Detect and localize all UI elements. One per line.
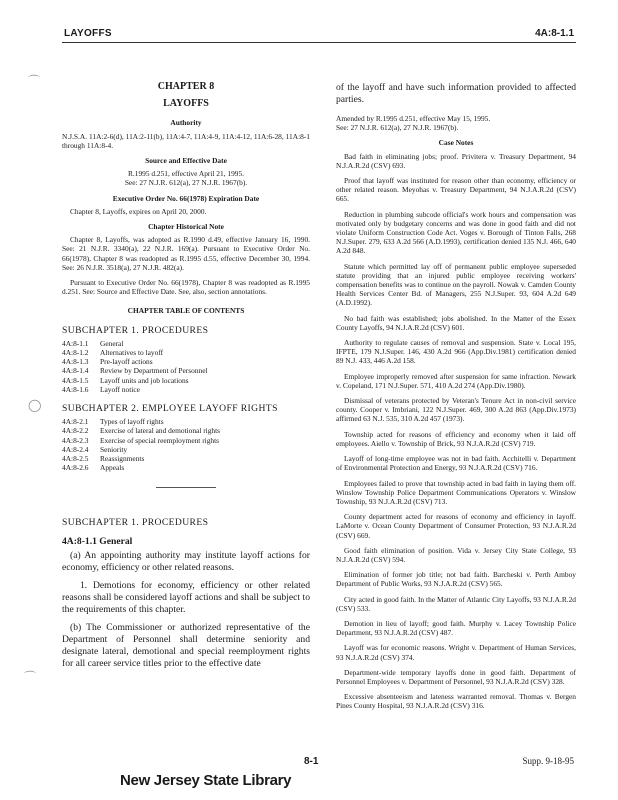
toc-subchapter-1: SUBCHAPTER 1. PROCEDURES [62, 324, 209, 336]
historical-note-2: Pursuant to Executive Order No. 66(1978), Chapter 8 was readopted as R.1995 d.251. See: Source and Effective Date. See, also, section annotations. [62, 278, 310, 297]
amendment-line-1: Amended by R.1995 d.251, effective May 15, 1995. [336, 114, 491, 123]
case-note: Elimination of former job title; not bad faith. Barcheski v. Perth Amboy Department of Public Works, 93 N.J.A.R.2d (CSV) 565. [336, 570, 576, 589]
toc-entry[interactable]: 4A:8-2.6 Appeals [62, 463, 125, 473]
toc-entry[interactable]: 4A:8-1.1 General [62, 338, 124, 348]
case-note: Dismissal of veterans protected by Veteran's Tenure Act in non-civil service county. Cooper v. Imbriani, 122 N.J.Super. 469, 300 A.2d 863 (App.Div.1973) affirmed 63 N.J. 535, 310 A.2d 457 (1973). [336, 396, 576, 424]
case-note: Township acted for reasons of efficiency and economy when it laid off employees. Aiello v. Township of Brick, 93 N.J.A.R.2d (CSV) 719. [336, 429, 576, 448]
amendment-line-2: See: 27 N.J.R. 612(a), 27 N.J.R. 1967(b). [336, 123, 459, 133]
toc-list-1 [62, 339, 310, 394]
paragraph-a: (a) An appointing authority may institute layoff actions for economy, efficiency or other related reasons. [62, 549, 310, 573]
right-column [336, 82, 576, 717]
section-heading: 4A:8-1.1 General [62, 535, 133, 547]
case-note: Department-wide temporary layoffs done in good faith. Department of Personnel Employees v. Department of Personnel, 93 N.J.A.R.2d (CSV) 328. [336, 667, 576, 686]
binding-mark-icon: ⌒ [24, 670, 37, 684]
toc-entry[interactable]: 4A:8-1.6 Layoff notice [62, 384, 140, 394]
case-notes-list [336, 152, 576, 711]
case-note: Layoff was for economic reasons. Wright v. Department of Human Services, 93 N.J.A.R.2d (CSV) 374. [336, 643, 576, 662]
case-note: Employee improperly removed after suspension for same infraction. Newark v. Copeland, 171 N.J.Super. 571, 410 A.2d 274 (App.Div.1980). [336, 371, 576, 390]
running-header-title: LAYOFFS [64, 28, 112, 39]
case-note: Authority to regulate causes of removal and suspension. State v. Local 195, IFPTE, 179 N.J.Super. 146, 430 A.2d 966 (App.Div.1981) certification denied 89 N.J. 433, 446 A.2d 158. [336, 338, 576, 366]
toc-entry[interactable]: 4A:8-2.5 Reassignments [62, 454, 145, 464]
header-rule [62, 42, 576, 43]
case-note: Layoff of long-time employee was not in bad faith. Acchitelli v. Department of Environmental Protection and Energy, 93 N.J.A.R.2d (CSV) 716. [336, 454, 576, 473]
punch-hole-icon: ◯ [28, 398, 42, 412]
toc-entry[interactable]: 4A:8-2.2 Exercise of lateral and demotional rights [62, 426, 221, 436]
historical-note-1: Chapter 8, Layoffs, was adopted as R.1990 d.49, effective January 16, 1990. See: 21 N.J.R. 3340(a), 22 N.J.R. 169(a). Pursuant to Executive Order No. 66(1978), Chapter 8 was readopted as R.1995 d.55, effective December 30, 1994. See: 26 N.J.R. 3518(a), 27 N.J.R. 482(a). [62, 235, 310, 272]
case-note: Demotion in lieu of layoff; good faith. Murphy v. Lacey Township Police Department, 93 N.J.A.R.2d (CSV) 487. [336, 618, 576, 638]
toc-heading: CHAPTER TABLE OF CONTENTS [127, 306, 245, 316]
toc-list-2 [62, 417, 310, 472]
toc-entry[interactable]: 4A:8-1.3 Pre-layoff actions [62, 357, 153, 367]
binding-mark-icon: ⌒ [28, 74, 41, 88]
case-note: Excessive absenteeism and lateness warranted removal. Thomas v. Bergen Pines County Hospital, 93 N.J.A.R.2d (CSV) 316. [336, 692, 576, 711]
body-subchapter-heading: SUBCHAPTER 1. PROCEDURES [62, 516, 209, 528]
toc-entry[interactable]: 4A:8-1.2 Alternatives to layoff [62, 348, 164, 358]
exec-order-text: Chapter 8, Layoffs, expires on April 20, 2000. [70, 206, 207, 216]
case-note: No bad faith was established; jobs abolished. In the Matter of the Essex County Layoffs, 94 N.J.A.R.2d (CSV) 601. [336, 313, 576, 332]
source-line-2: See: 27 N.J.R. 612(a), 27 N.J.R. 1967(b). [124, 178, 248, 188]
paragraph-b-continued: of the layoff and have such information provided to affected parties. [336, 82, 576, 105]
paragraph-a-1: 1. Demotions for economy, efficiency or other related reasons shall be considered layoff actions and shall be subject to the requirements of this chapter. [62, 579, 310, 615]
library-stamp: New Jersey State Library [120, 772, 292, 789]
toc-entry[interactable]: 4A:8-1.5 Layoff units and job locations [62, 375, 189, 385]
toc-entry[interactable]: 4A:8-2.1 Types of layoff rights [62, 417, 164, 427]
toc-subchapter-2: SUBCHAPTER 2. EMPLOYEE LAYOFF RIGHTS [62, 403, 278, 415]
paragraph-b: (b) The Commissioner or authorized representative of the Department of Personnel shall determine seniority and designate lateral, demotional and special reemployment rights for all career service titles prior to the effective date [62, 621, 310, 669]
toc-entry[interactable]: 4A:8-2.4 Seniority [62, 444, 128, 454]
toc-entry[interactable]: 4A:8-1.4 Review by Department of Personnel [62, 366, 208, 376]
page-number: 8-1 [304, 756, 319, 767]
chapter-title: LAYOFFS [163, 98, 209, 110]
case-note: Proof that layoff was instituted for reason other than economy, efficiency or other related reason. Meyohas v. Treasury Department, 94 N.J.A.R.2d (CSV) 665. [336, 176, 576, 204]
toc-entry[interactable]: 4A:8-2.3 Exercise of special reemployment rights [62, 435, 220, 445]
case-note: Bad faith in eliminating jobs; proof. Privitera v. Treasury Department, 94 N.J.A.R.2d (CSV) 693. [336, 151, 576, 170]
authority-text: N.J.S.A. 11A:2-6(d), 11A:2-11(b), 11A:4-7, 11A:4-9, 11A:4-12, 11A:6-28, 11A:8-1 through 11A:8-4. [62, 131, 310, 150]
section-divider [156, 487, 216, 488]
case-note: Reduction in plumbing subcode official's work hours and compensation was motivated only by budgetary concerns and was done in good faith and did not violate Uniform Construction Code Act. Voges v. Borough of Tinton Falls, 268 N.J.Super. 279, 633 A.2d 566 (A.D.1993), certification denied 135 N.J. 466, 640 A.2d 848. [336, 209, 576, 256]
source-heading: Source and Effective Date [145, 156, 227, 166]
case-notes-heading: Case Notes [438, 138, 474, 148]
authority-heading: Authority [170, 118, 202, 128]
case-note: Employees failed to prove that township acted in bad faith in laying them off. Winslow Township Police Department Communications Operators v. Winslow Township, 93 N.J.A.R.2d (CSV) 713. [336, 478, 576, 506]
running-header-section: 4A:8-1.1 [535, 28, 574, 39]
case-note: County department acted for reasons of economy and efficiency in layoff. LaMorte v. Ocean County Department of Consumer Protection, 93 N.J.A.R.2d (CSV) 669. [336, 512, 576, 540]
case-note: Statute which permitted lay off of permanent public employee superseded statute providing that an injured public employee receiving workers' compensation benefits was to continue on the payroll. Nowak v. Camden County Health Services Center Bd. of Managers, 255 N.J.Super. 93, 604 A.2d 649 (A.D.1992). [336, 261, 576, 308]
source-line-1: R.1995 d.251, effective April 21, 1995. [127, 169, 245, 179]
case-note: Good faith elimination of position. Vida v. Jersey City State College, 93 N.J.A.R.2d (CSV) 594. [336, 545, 576, 564]
exec-order-heading: Executive Order No. 66(1978) Expiration Date [112, 193, 260, 203]
case-note: City acted in good faith. In the Matter of Atlantic City Layoffs, 93 N.J.A.R.2d (CSV) 533. [336, 594, 576, 613]
chapter-number: CHAPTER 8 [157, 81, 215, 92]
historical-note-heading: Chapter Historical Note [148, 222, 224, 232]
left-column [62, 82, 310, 676]
supplement-date: Supp. 9-18-95 [522, 756, 574, 766]
